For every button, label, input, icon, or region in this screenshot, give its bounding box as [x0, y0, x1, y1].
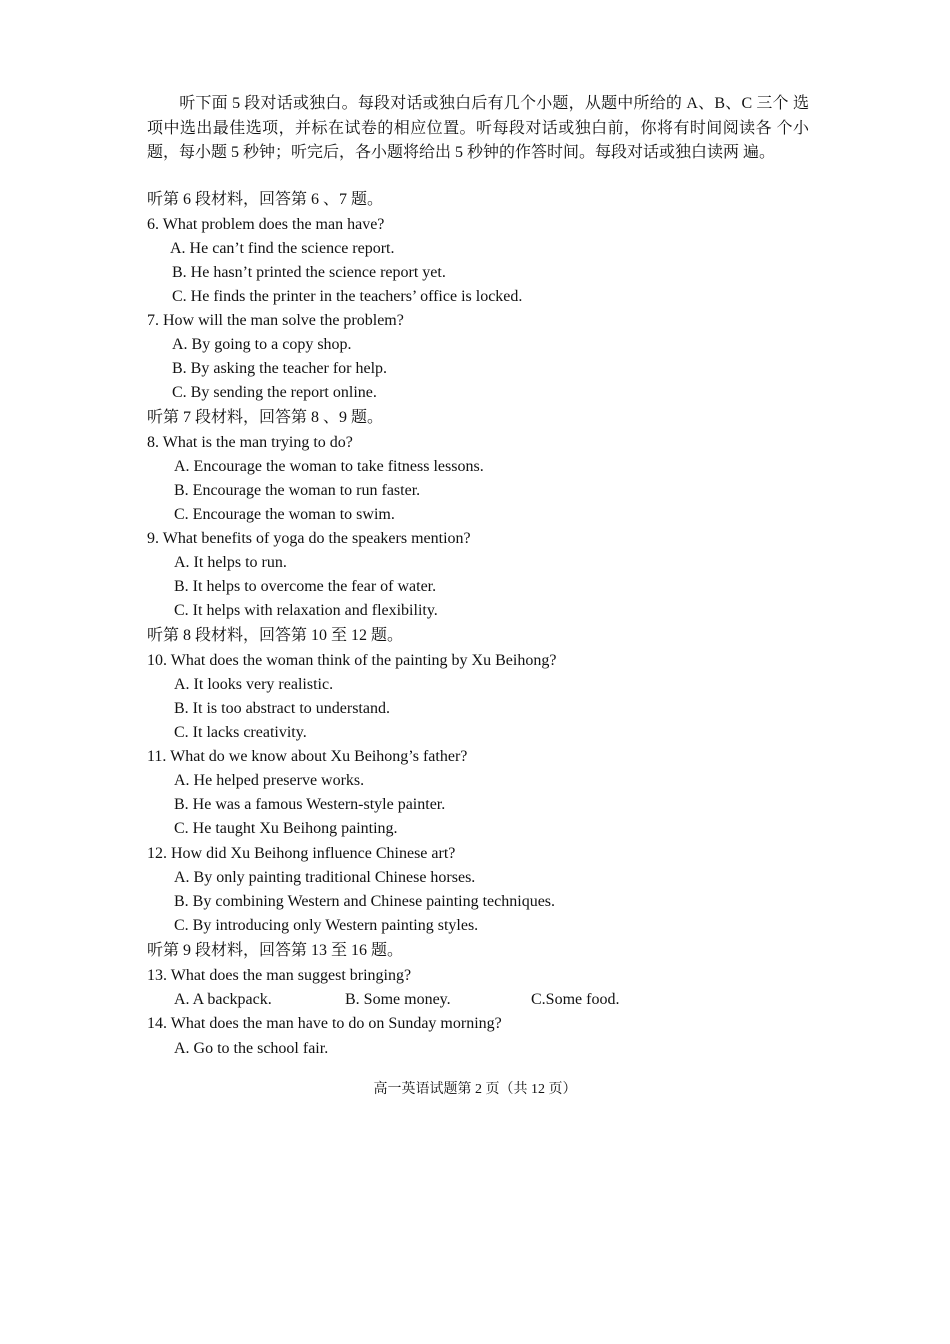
instructions-text: 听下面 5 段对话或独白。每段对话或独白后有几个小题，从题中所给的 A、B、C 三个 选项中选出最佳选项，并标在试卷的相应位置。听每段对话或独白前，你将有时间阅读各 个小题，每小题 5 秒钟；听完后，各小题将给出 5 秒钟的作答时间。每段对话或独白读两 遍。: [147, 95, 809, 161]
question-12-option-a: A. By only painting traditional Chinese horses.: [174, 869, 476, 886]
question-8-option-a: A. Encourage the woman to take fitness lessons.: [174, 458, 484, 475]
question-12-option-b: B. By combining Western and Chinese painting techniques.: [174, 893, 556, 910]
question-13-option-b: B. Some money.: [345, 991, 451, 1008]
question-10-option-b: B. It is too abstract to understand.: [174, 700, 390, 717]
question-9-option-b: B. It helps to overcome the fear of water.: [174, 578, 437, 595]
question-11-option-b: B. He was a famous Western-style painter.: [174, 796, 446, 813]
page-footer: 高一英语试题第 2 页（共 12 页）: [373, 1082, 577, 1097]
question-6-option-c: C. He finds the printer in the teachers’ office is locked.: [172, 288, 523, 305]
question-12-option-c: C. By introducing only Western painting styles.: [174, 917, 479, 934]
question-7-stem: 7. How will the man solve the problem?: [147, 312, 404, 329]
question-14-option-a: A. Go to the school fair.: [174, 1040, 329, 1057]
question-11-option-c: C. He taught Xu Beihong painting.: [174, 820, 398, 837]
question-9-stem: 9. What benefits of yoga do the speakers mention?: [147, 530, 471, 547]
section-8-heading: 听第 8 段材料，回答第 10 至 12 题。: [147, 627, 404, 644]
question-13-stem: 13. What does the man suggest bringing?: [147, 967, 412, 984]
question-13-option-c: C.Some food.: [531, 991, 620, 1008]
question-7-option-c: C. By sending the report online.: [172, 384, 377, 401]
question-6-option-b: B. He hasn’t printed the science report yet.: [172, 264, 446, 281]
question-11-stem: 11. What do we know about Xu Beihong’s father?: [147, 748, 468, 765]
section-6-heading: 听第 6 段材料，回答第 6 、7 题。: [147, 191, 384, 208]
question-9-option-a: A. It helps to run.: [174, 554, 287, 571]
question-11-option-a: A. He helped preserve works.: [174, 772, 365, 789]
question-13-option-a: A. A backpack.: [174, 991, 272, 1008]
question-14-stem: 14. What does the man have to do on Sunday morning?: [147, 1015, 502, 1032]
question-10-stem: 10. What does the woman think of the painting by Xu Beihong?: [147, 652, 557, 669]
question-8-stem: 8. What is the man trying to do?: [147, 434, 353, 451]
question-10-option-c: C. It lacks creativity.: [174, 724, 307, 741]
question-8-option-c: C. Encourage the woman to swim.: [174, 506, 395, 523]
question-8-option-b: B. Encourage the woman to run faster.: [174, 482, 421, 499]
section-9-heading: 听第 9 段材料，回答第 13 至 16 题。: [147, 942, 404, 959]
question-6-option-a: A. He can’t find the science report.: [170, 240, 395, 257]
question-6-stem: 6. What problem does the man have?: [147, 216, 385, 233]
question-7-option-a: A. By going to a copy shop.: [172, 336, 352, 353]
question-12-stem: 12. How did Xu Beihong influence Chinese art?: [147, 845, 456, 862]
section-7-heading: 听第 7 段材料，回答第 8 、9 题。: [147, 409, 384, 426]
listening-instructions: [147, 92, 809, 166]
question-7-option-b: B. By asking the teacher for help.: [172, 360, 388, 377]
question-9-option-c: C. It helps with relaxation and flexibility.: [174, 602, 438, 619]
question-10-option-a: A. It looks very realistic.: [174, 676, 334, 693]
